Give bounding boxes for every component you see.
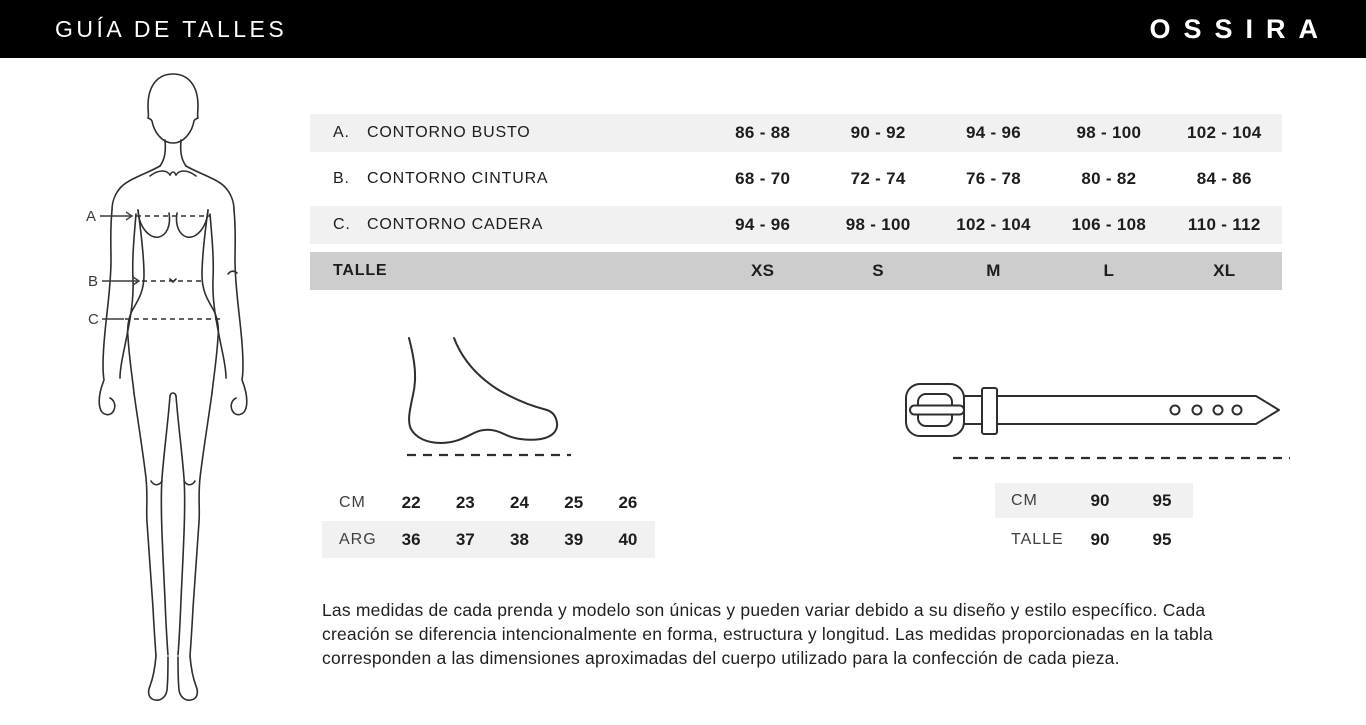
cell-value: 80 - 82 [1081, 169, 1137, 188]
cell-value: 76 - 78 [965, 169, 1021, 188]
foot-illustration [395, 333, 580, 463]
cell-value: 38 [510, 529, 529, 549]
cell-value: 106 - 108 [1071, 215, 1147, 234]
measurements-table [310, 114, 1282, 290]
label-C: C [88, 311, 99, 328]
cell-value: 98 - 100 [1076, 123, 1142, 142]
brand-logo[interactable]: OSSIRA [1149, 13, 1331, 44]
row-label: TALLE [333, 262, 388, 279]
cell-value: 37 [455, 529, 475, 549]
row-title: CONTORNO BUSTO [367, 124, 531, 141]
cell-value: 40 [618, 529, 638, 549]
row-letter: C. [333, 216, 351, 233]
row-label [310, 170, 705, 188]
cell-value: 102 - 104 [1186, 123, 1262, 142]
table-row-cadera [310, 206, 1282, 244]
disclaimer-text: Las medidas de cada prenda y modelo son únicas y pueden variar debido a su diseño y estilo específico. Cada creación se diferencia intencionalmente en forma, estructura y longitud. Las medidas proporcionadas en la tabla corresponden a las dimensiones aproximadas del cuerpo utilizado para la confección de cada pieza. [322, 600, 1213, 668]
figure-head [148, 74, 198, 143]
cell-value: 86 - 88 [735, 123, 791, 142]
row-label [310, 216, 705, 234]
cell-value: 90 [1090, 490, 1110, 510]
cell-value: 24 [510, 492, 529, 512]
cell-value: 23 [455, 492, 475, 512]
cell-value: 72 - 74 [850, 169, 906, 188]
size-xs: XS [751, 261, 775, 280]
row-label [310, 124, 705, 142]
size-xl: XL [1213, 261, 1236, 280]
page-title: GUÍA DE TALLES [55, 15, 288, 42]
row-label: TALLE [1011, 530, 1064, 548]
cell-value: 95 [1152, 490, 1172, 510]
cell-value: 94 - 96 [965, 123, 1021, 142]
size-s: S [872, 261, 884, 280]
table-row-busto [310, 114, 1282, 152]
cell-value: 84 - 86 [1196, 169, 1252, 188]
row-label: CM [339, 493, 366, 511]
size-m: M [986, 261, 1001, 280]
belt-size-table [995, 483, 1193, 561]
table-row-talle [310, 252, 1282, 290]
row-label: ARG [339, 530, 377, 548]
row-label: CM [1011, 491, 1038, 509]
table-row-cm [995, 483, 1193, 518]
size-l: L [1103, 261, 1115, 280]
cell-value: 39 [564, 529, 584, 549]
row-title: CONTORNO CINTURA [367, 170, 549, 187]
belt-illustration [898, 372, 1298, 467]
cell-value: 110 - 112 [1187, 215, 1261, 234]
label-A: A [86, 208, 97, 225]
header-bar [0, 0, 1366, 58]
cell-value: 26 [618, 492, 638, 512]
cell-value: 102 - 104 [956, 215, 1031, 234]
row-letter: B. [333, 170, 350, 187]
cell-value: 22 [401, 492, 421, 512]
label-B: B [88, 273, 99, 290]
table-row-cintura [310, 160, 1282, 198]
cell-value: 90 - 92 [850, 123, 906, 142]
cell-value: 25 [564, 492, 584, 512]
shoe-size-table [322, 484, 655, 558]
cell-value: 90 [1090, 529, 1110, 549]
row-title: CONTORNO CADERA [367, 216, 544, 233]
table-row-arg [322, 521, 655, 558]
row-letter: A. [333, 124, 350, 141]
cell-value: 36 [401, 529, 421, 549]
cell-value: 94 - 96 [735, 215, 791, 234]
table-row-cm [322, 484, 655, 521]
body-measurement-figure [50, 60, 300, 720]
cell-value: 95 [1152, 529, 1172, 549]
table-row-talle [995, 522, 1193, 557]
cell-value: 98 - 100 [845, 215, 911, 234]
cell-value: 68 - 70 [735, 169, 791, 188]
